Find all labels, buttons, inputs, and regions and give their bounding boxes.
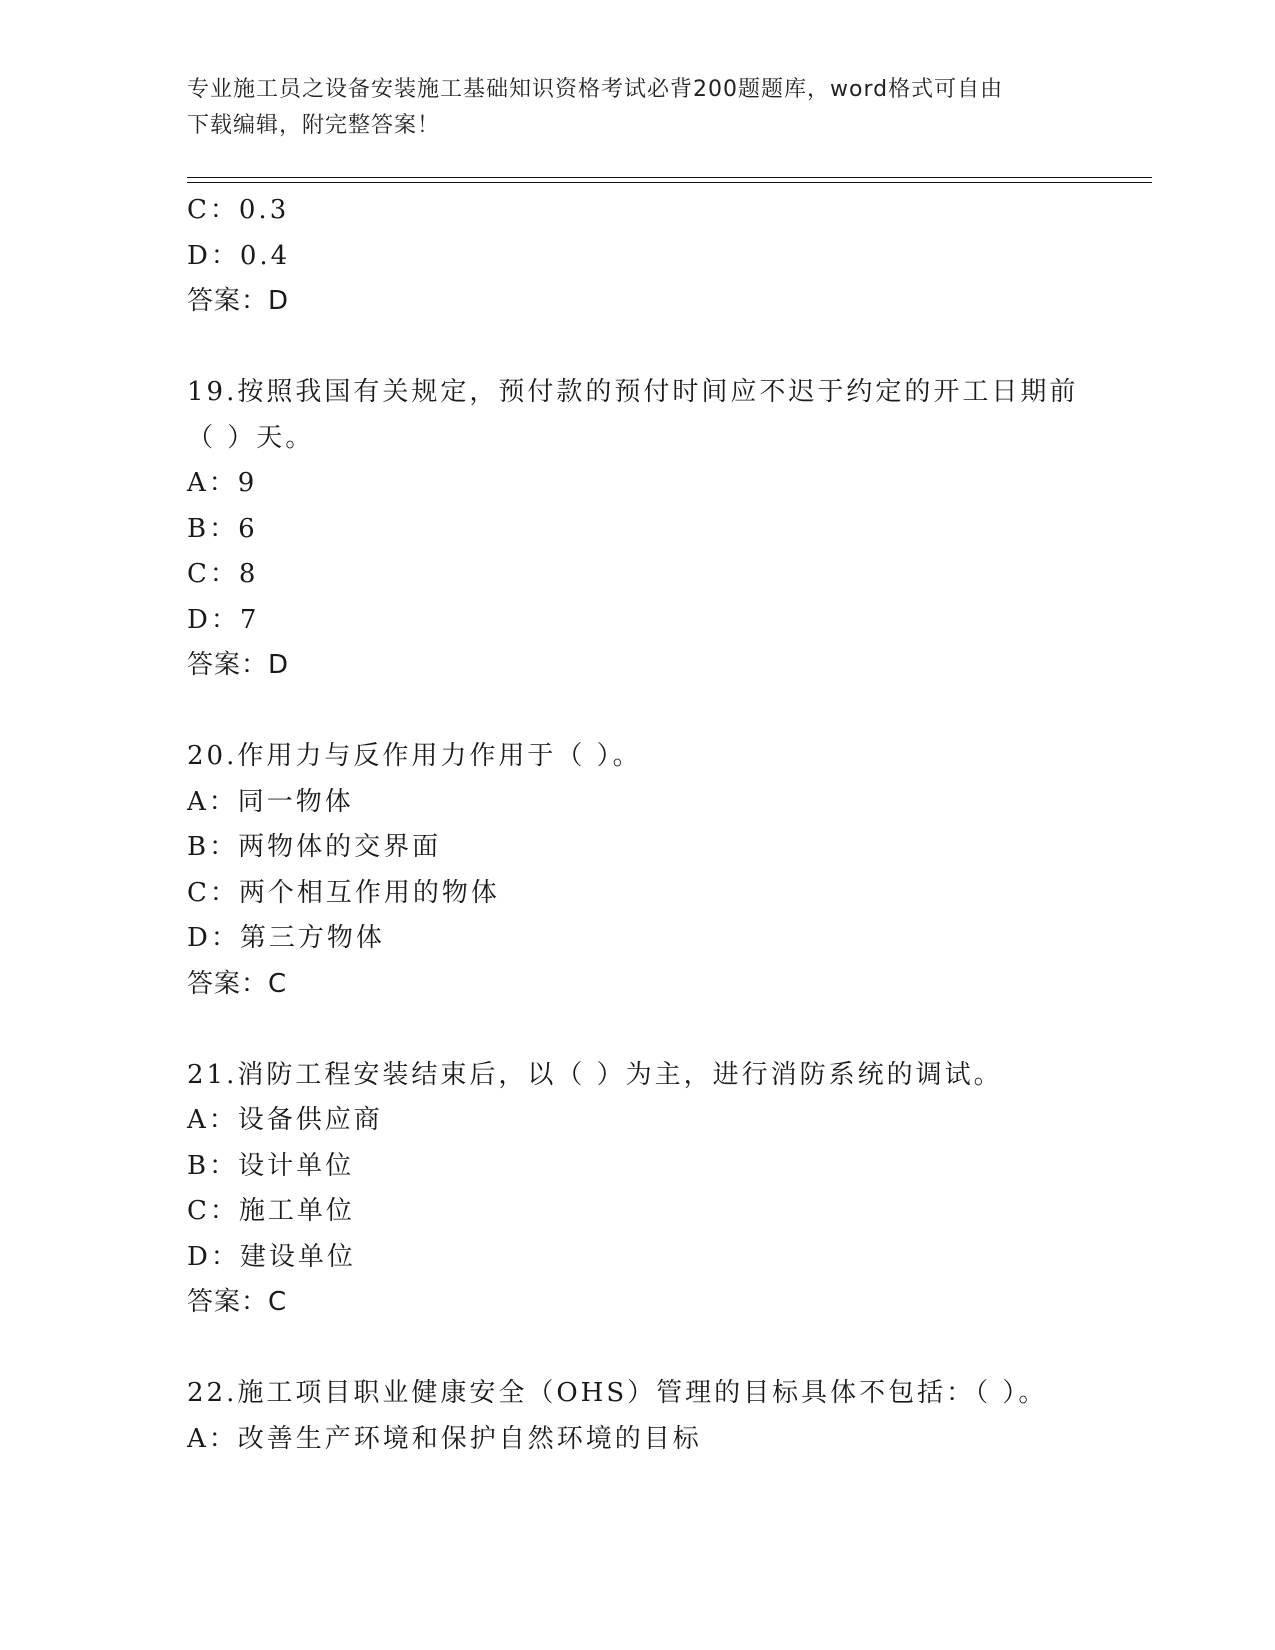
question-stem: 22.施工项目职业健康安全（OHS）管理的目标具体不包括：（ ）。 (187, 1378, 1048, 1408)
question-list (187, 188, 1152, 1462)
question-20 (187, 734, 1152, 1007)
spacer (187, 325, 1152, 371)
question-stem: 19.按照我国有关规定，预付款的预付时间应不迟于约定的开工日期前 (187, 377, 1079, 407)
option-a: A：设备供应商 (187, 1105, 383, 1135)
answer: 答案：C (187, 968, 288, 999)
question-19 (187, 370, 1152, 689)
option-d: D：建设单位 (187, 1241, 356, 1272)
option-b: B：6 (187, 513, 258, 544)
header-line-2: 下载编辑，附完整答案！ (187, 113, 441, 138)
option-b: B：两物体的交界面 (187, 832, 442, 862)
question-stem: 20.作用力与反作用力作用于（ ）。 (187, 741, 642, 771)
spacer (187, 689, 1152, 735)
option-a: A：同一物体 (187, 786, 354, 817)
question-stem-cont: （ ）天。 (187, 422, 315, 453)
question-21 (187, 1053, 1152, 1326)
spacer (187, 1007, 1152, 1053)
option-d: D：7 (187, 604, 260, 635)
header-rule-bottom (187, 182, 1152, 183)
spacer (187, 1326, 1152, 1372)
answer: 答案：D (187, 286, 290, 316)
question-stem: 21.消防工程安装结束后，以（ ）为主，进行消防系统的调试。 (187, 1059, 1003, 1090)
option-b: B：设计单位 (187, 1150, 355, 1181)
option-c: C：0.3 (187, 195, 290, 225)
document-header (187, 72, 1087, 144)
option-d: D：0.4 (187, 240, 291, 271)
option-c: C：两个相互作用的物体 (187, 877, 500, 908)
answer: 答案：C (187, 1287, 288, 1317)
header-line-1: 专业施工员之设备安装施工基础知识资格考试必背200题题库，word格式可自由 (187, 77, 1004, 102)
option-d: D：第三方物体 (187, 923, 385, 953)
option-a: A：改善生产环境和保护自然环境的目标 (187, 1423, 702, 1454)
question-18-tail (187, 188, 1152, 325)
option-c: C：8 (187, 559, 259, 589)
answer: 答案：D (187, 650, 290, 680)
question-22 (187, 1371, 1152, 1462)
header-rule-top (187, 177, 1152, 178)
option-a: A：9 (187, 468, 258, 498)
option-c: C：施工单位 (187, 1196, 355, 1226)
